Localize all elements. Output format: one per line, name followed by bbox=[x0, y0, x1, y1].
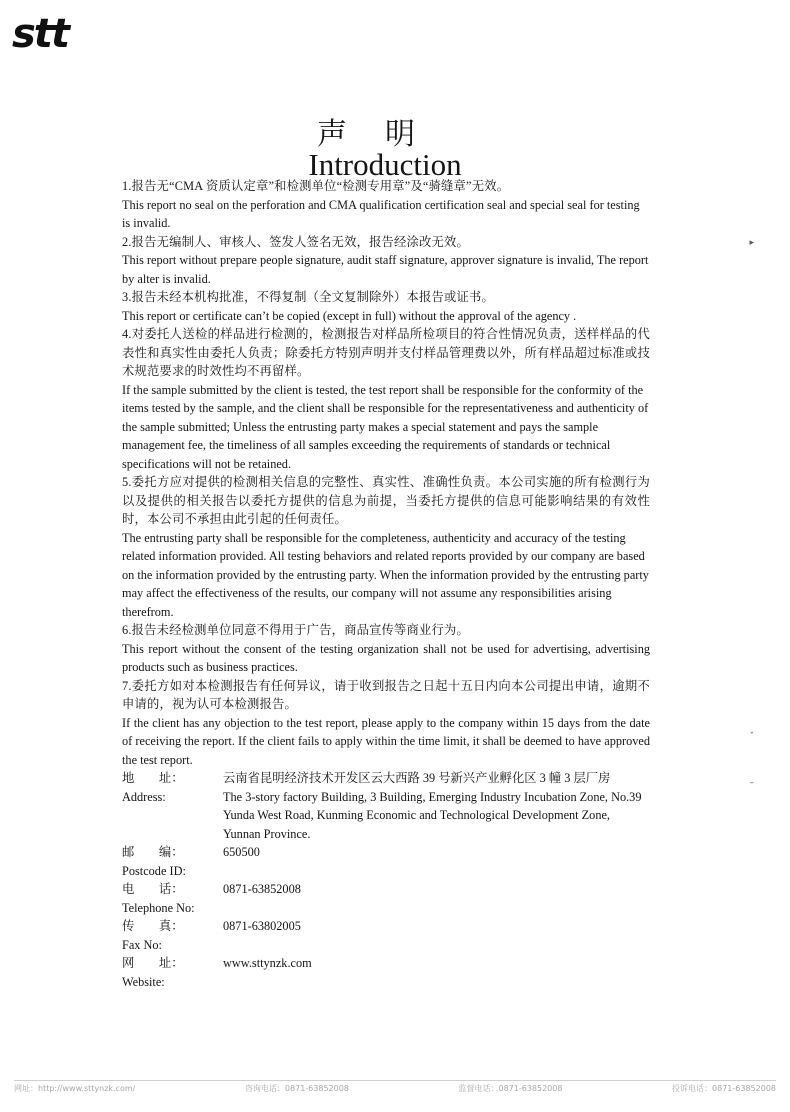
telephone-value: 0871-63852008 bbox=[223, 882, 301, 896]
address-label-cn: 地 址： bbox=[122, 771, 184, 785]
item-3-cn: 3.报告未经本机构批准，不得复制（全文复制除外）本报告或证书。 bbox=[122, 290, 495, 304]
footer-divider bbox=[14, 1080, 776, 1081]
company-logo: stt bbox=[12, 11, 69, 57]
page-footer bbox=[14, 1083, 776, 1094]
postcode-label-en: Postcode ID: bbox=[122, 863, 186, 878]
item-1-en: This report no seal on the perforation and CMA qualification certification seal and special seal for testing is invalid. bbox=[122, 197, 640, 230]
website-label-en: Website: bbox=[122, 974, 165, 989]
address-value-cn: 云南省昆明经济技术开发区云大西路 39 号新兴产业孵化区 3 幢 3 层厂房 bbox=[223, 771, 611, 785]
fax-label-cn: 传 真： bbox=[122, 919, 184, 933]
margin-mark-1: ▸ bbox=[749, 238, 754, 248]
item-5-en: The entrusting party shall be responsible for the completeness, authenticity and accuracy of the testing related information provided. All testing behaviors and related reports provided by our company are based on the information provided by the entrusting party. When the information provided by the entrusting party may affect the effectiveness of the results, our company will not assume any responsibilities arising therefrom. bbox=[122, 530, 649, 619]
postcode-row bbox=[122, 843, 650, 862]
fax-label-en: Fax No: bbox=[122, 937, 162, 952]
margin-mark-3: – bbox=[749, 778, 754, 788]
fax-value: 0871-63802005 bbox=[223, 919, 301, 933]
item-2-en: This report without prepare people signature, audit staff signature, approver signature is invalid, The report by alter is invalid. bbox=[122, 253, 649, 286]
address-label-en: Address: bbox=[122, 789, 166, 804]
item-6-cn: 6.报告未经检测单位同意不得用于广告，商品宣传等商业行为。 bbox=[122, 623, 470, 637]
website-row bbox=[122, 954, 650, 973]
address-row bbox=[122, 769, 650, 788]
postcode-value: 650500 bbox=[223, 845, 260, 859]
telephone-label-cn: 电 话： bbox=[122, 882, 184, 896]
telephone-row bbox=[122, 880, 650, 899]
item-7-cn: 7.委托方如对本检测报告有任何异议，请于收到报告之日起十五日内向本公司提出申请，逾期不申请的，视为认可本检测报告。 bbox=[122, 678, 650, 711]
item-6-en: This report without the consent of the testing organization shall not be used for advertising, advertising products such as business practices. bbox=[122, 641, 650, 674]
footer-supervision-phone: 监督电话：0871-63852008 bbox=[458, 1084, 563, 1093]
title-chinese: 声明 bbox=[317, 118, 453, 151]
item-7-en: If the client has any objection to the test report, please apply to the company within 15 days from the date of receiving the report. If the client fails to apply within the time limit, it shall be deemed to have approved the test report. bbox=[122, 715, 650, 767]
website-value: www.sttynzk.com bbox=[223, 956, 312, 970]
margin-mark-2: ˇ bbox=[749, 732, 754, 742]
item-2-cn: 2.报告无编制人、审核人、签发人签名无效，报告经涂改无效。 bbox=[122, 234, 470, 249]
telephone-label-en: Telephone No: bbox=[122, 900, 195, 915]
declaration-body bbox=[122, 177, 650, 991]
address-value-en: The 3-story factory Building, 3 Building, Emerging Industry Incubation Zone, No.39 Yunda West Road, Kunming Economic and Technological Development Zone, Yunnan Province. bbox=[223, 789, 642, 841]
footer-consult-phone: 咨询电话：0871-63852008 bbox=[244, 1084, 349, 1093]
footer-complaint-phone: 投诉电话：0871-63852008 bbox=[672, 1084, 776, 1093]
address-en-row bbox=[122, 788, 650, 844]
footer-website: 网址：http://www.sttynzk.com/ bbox=[14, 1084, 136, 1093]
postcode-label-cn: 邮 编： bbox=[122, 845, 184, 859]
item-4-en: If the sample submitted by the client is tested, the test report shall be responsible for the conformity of the items tested by the sample, and the client shall be responsible for the representativeness and authenticity of the sample submitted; Unless the entrusting party makes a special statement and pays the sample management fee, the timeliness of all samples exceeding the requirements of standards or technical specifications will not be retained. bbox=[122, 382, 649, 471]
title-english: Introduction bbox=[308, 147, 462, 182]
item-5-cn: 5.委托方应对提供的检测相关信息的完整性、真实性、准确性负责。本公司实施的所有检测行为以及提供的相关报告以委托方提供的信息为前提，当委托方提供的信息可能影响结果的有效性时，本公司不承担由此引起的任何责任。 bbox=[122, 475, 650, 526]
item-1-cn: 1.报告无“CMA 资质认定章”和检测单位“检测专用章”及“骑缝章”无效。 bbox=[122, 179, 510, 193]
item-4-cn: 4.对委托人送检的样品进行检测的，检测报告对样品所检项目的符合性情况负责，送样样品的代表性和真实性由委托人负责；除委托方特别声明并支付样品管理费以外，所有样品超过标准或技术规范要求的时效性均不再留样。 bbox=[122, 327, 650, 378]
fax-row bbox=[122, 917, 650, 936]
website-label-cn: 网 址： bbox=[122, 956, 184, 970]
item-3-en: This report or certificate can’t be copied (except in full) without the approval of the agency . bbox=[122, 308, 577, 323]
contact-block bbox=[122, 769, 650, 991]
